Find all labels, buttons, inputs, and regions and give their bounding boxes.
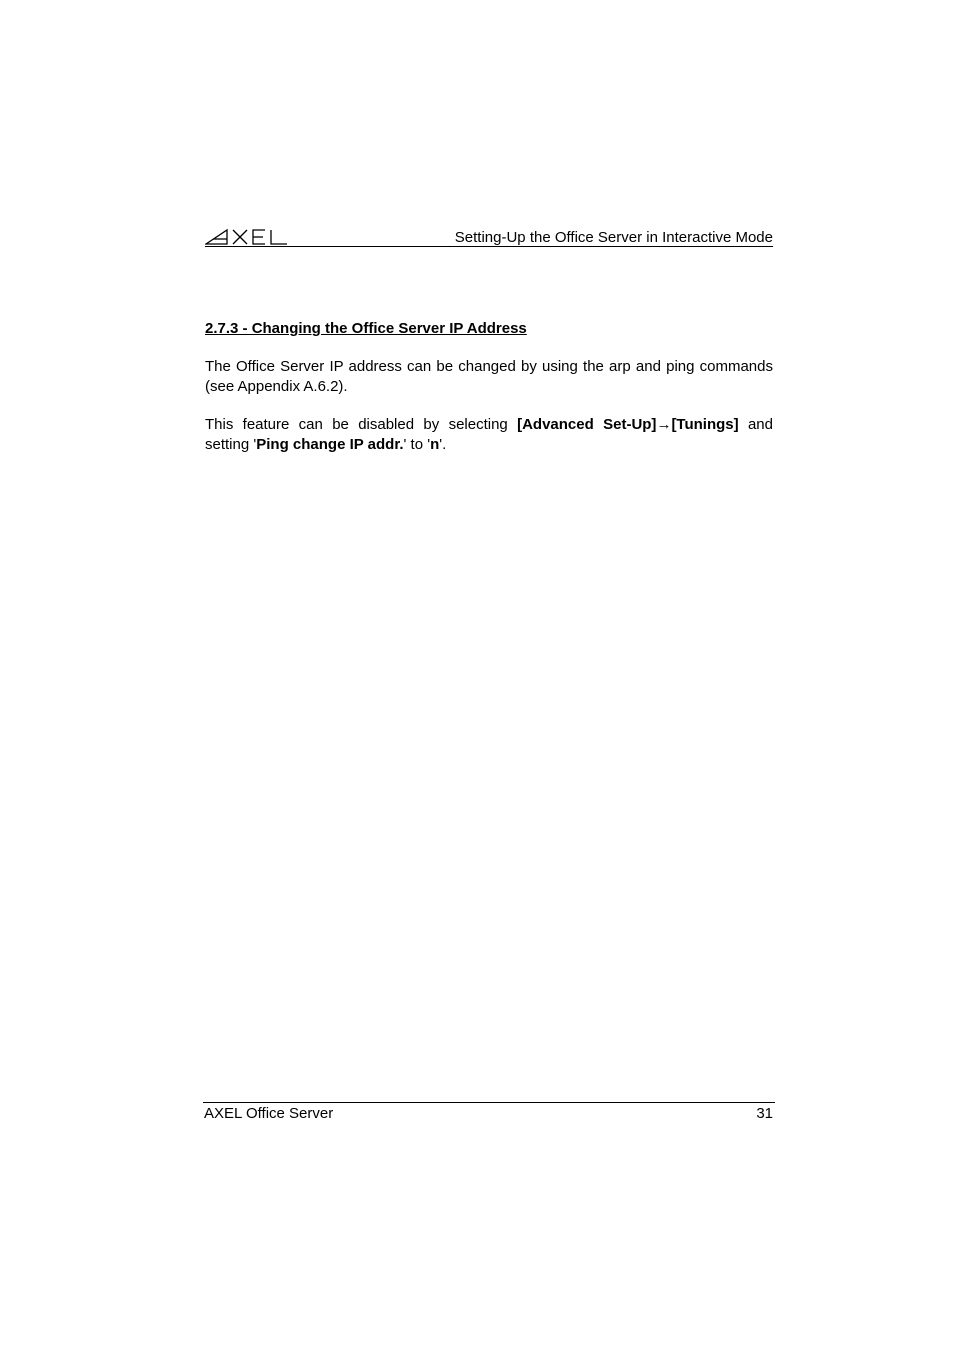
paragraph-ip-change: The Office Server IP address can be changed by using the arp and ping commands (see Appendix A.6.2). (205, 358, 773, 395)
setting-value: n (430, 435, 440, 453)
menu-path-advanced-setup: [Advanced Set-Up] (517, 416, 657, 433)
arrow-right-icon: → (656, 416, 672, 433)
footer-product-name: AXEL Office Server (204, 1105, 334, 1122)
page-number: 31 (756, 1105, 773, 1122)
paragraph-disable-feature (205, 415, 773, 454)
page-header (205, 222, 773, 247)
paragraph-text: ' to ' (403, 435, 431, 453)
menu-path-tunings: [Tunings] (671, 416, 739, 433)
axel-logo-icon (205, 224, 289, 246)
page-footer (203, 1102, 775, 1125)
setting-name: Ping change IP addr. (256, 435, 404, 453)
section-heading: 2.7.3 - Changing the Office Server IP Address (205, 320, 527, 337)
paragraph-text: '. (439, 435, 447, 453)
paragraph-text: and setting ' (205, 416, 773, 453)
header-title: Setting-Up the Office Server in Interactive Mode (454, 229, 773, 246)
paragraph-text: This feature can be disabled by selecting (205, 416, 518, 433)
